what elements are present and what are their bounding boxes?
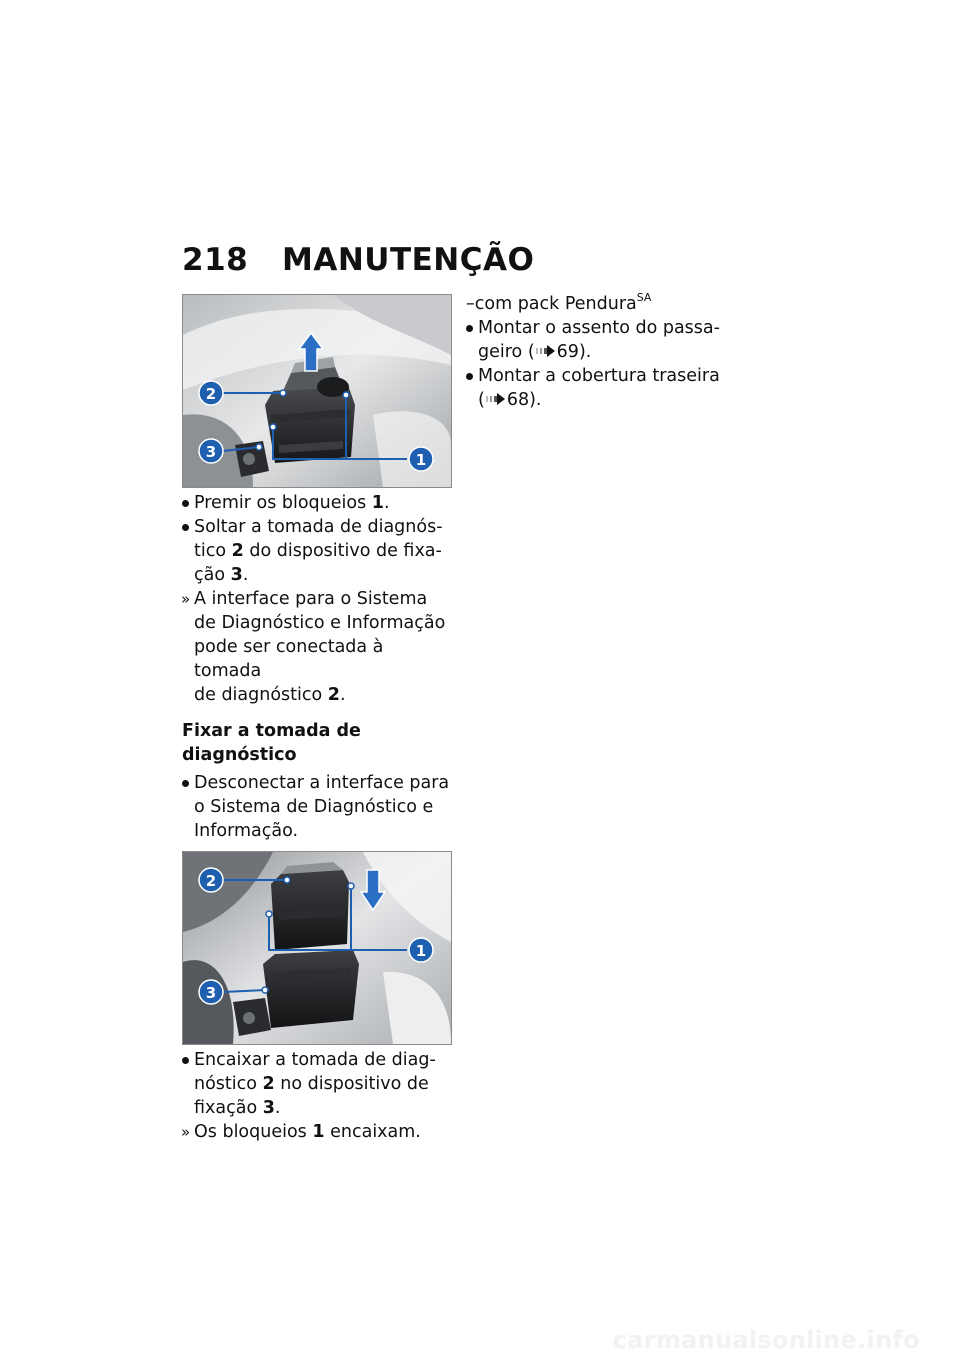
ref-number: 3 bbox=[230, 565, 243, 585]
callout-1 bbox=[409, 938, 433, 962]
page-reference-arrow-icon[interactable] bbox=[535, 344, 557, 358]
ref-number: 1 bbox=[371, 493, 384, 513]
page-header bbox=[182, 238, 722, 282]
watermark: carmanualsonline.info bbox=[612, 1326, 920, 1354]
result-interface-connectable: » A interface para o Sistema de Diagnóstico e Informação pode ser conectada à tomada de diagnóstico 2. bbox=[181, 589, 446, 705]
result-marker: » bbox=[181, 1123, 191, 1141]
step-release-socket: Soltar a tomada de diagnós- tico 2 do dispositivo de fixa- ção 3. bbox=[182, 515, 452, 587]
svg-text:3: 3 bbox=[205, 443, 217, 461]
bullet-dot bbox=[182, 780, 189, 787]
result-locks-engage: » Os bloqueios 1 encaixam. bbox=[181, 1122, 421, 1142]
ref-number: 3 bbox=[262, 1098, 275, 1118]
callout-2 bbox=[199, 381, 223, 405]
bullet-dot bbox=[182, 500, 189, 507]
page-reference[interactable]: 68 bbox=[506, 390, 530, 410]
steps-release bbox=[182, 491, 452, 707]
callout-3 bbox=[199, 980, 223, 1004]
right-column bbox=[466, 292, 726, 412]
step-mount-rear-cover: Montar a cobertura traseira ( 68). bbox=[466, 364, 726, 412]
step-press-locks: Premir os bloqueios 1. bbox=[182, 491, 452, 515]
result-marker: » bbox=[181, 590, 191, 608]
page-number: 218 bbox=[182, 242, 249, 278]
page-reference-arrow-icon[interactable] bbox=[485, 392, 507, 406]
step-disconnect-interface: Desconectar a interface para o Sistema de Diagnóstico e Informação. bbox=[182, 771, 452, 843]
svg-text:2: 2 bbox=[205, 385, 217, 403]
callout-3 bbox=[199, 439, 223, 463]
bullet-dot bbox=[182, 524, 189, 531]
ref-number: 2 bbox=[327, 685, 340, 705]
svg-text:3: 3 bbox=[205, 984, 217, 1002]
svg-text:2: 2 bbox=[205, 872, 217, 890]
left-column bbox=[182, 294, 452, 1144]
section-heading: Fixar a tomada de diagnóstico bbox=[182, 721, 361, 765]
sa-superscript: SA bbox=[636, 291, 652, 304]
figure-insert-socket bbox=[182, 851, 452, 1045]
chapter-title: MANUTENÇÃO bbox=[282, 242, 535, 278]
figure-insert-socket-illustration bbox=[183, 852, 451, 1044]
step-mount-passenger-seat: Montar o assento do passa- geiro ( 69). bbox=[466, 316, 726, 364]
figure-release-socket bbox=[182, 294, 452, 488]
callout-2 bbox=[199, 868, 223, 892]
ref-number: 2 bbox=[262, 1074, 275, 1094]
option-pendura: –com pack Pendura$^{SA}$ bbox=[466, 291, 652, 314]
page-reference[interactable]: 69 bbox=[556, 342, 579, 362]
callout-1 bbox=[409, 447, 433, 471]
bullet-dot bbox=[182, 1057, 189, 1064]
svg-text:1: 1 bbox=[415, 451, 427, 469]
figure-release-socket-illustration bbox=[183, 295, 451, 487]
svg-text:1: 1 bbox=[415, 942, 427, 960]
bullet-dot bbox=[466, 373, 473, 380]
steps-disconnect bbox=[182, 771, 452, 843]
step-insert-socket: Encaixar a tomada de diag- nóstico 2 no dispositivo de fixação 3. bbox=[182, 1048, 452, 1120]
bullet-dot bbox=[466, 325, 473, 332]
ref-number: 2 bbox=[231, 541, 244, 561]
steps-insert bbox=[182, 1048, 452, 1144]
ref-number: 1 bbox=[312, 1122, 325, 1142]
